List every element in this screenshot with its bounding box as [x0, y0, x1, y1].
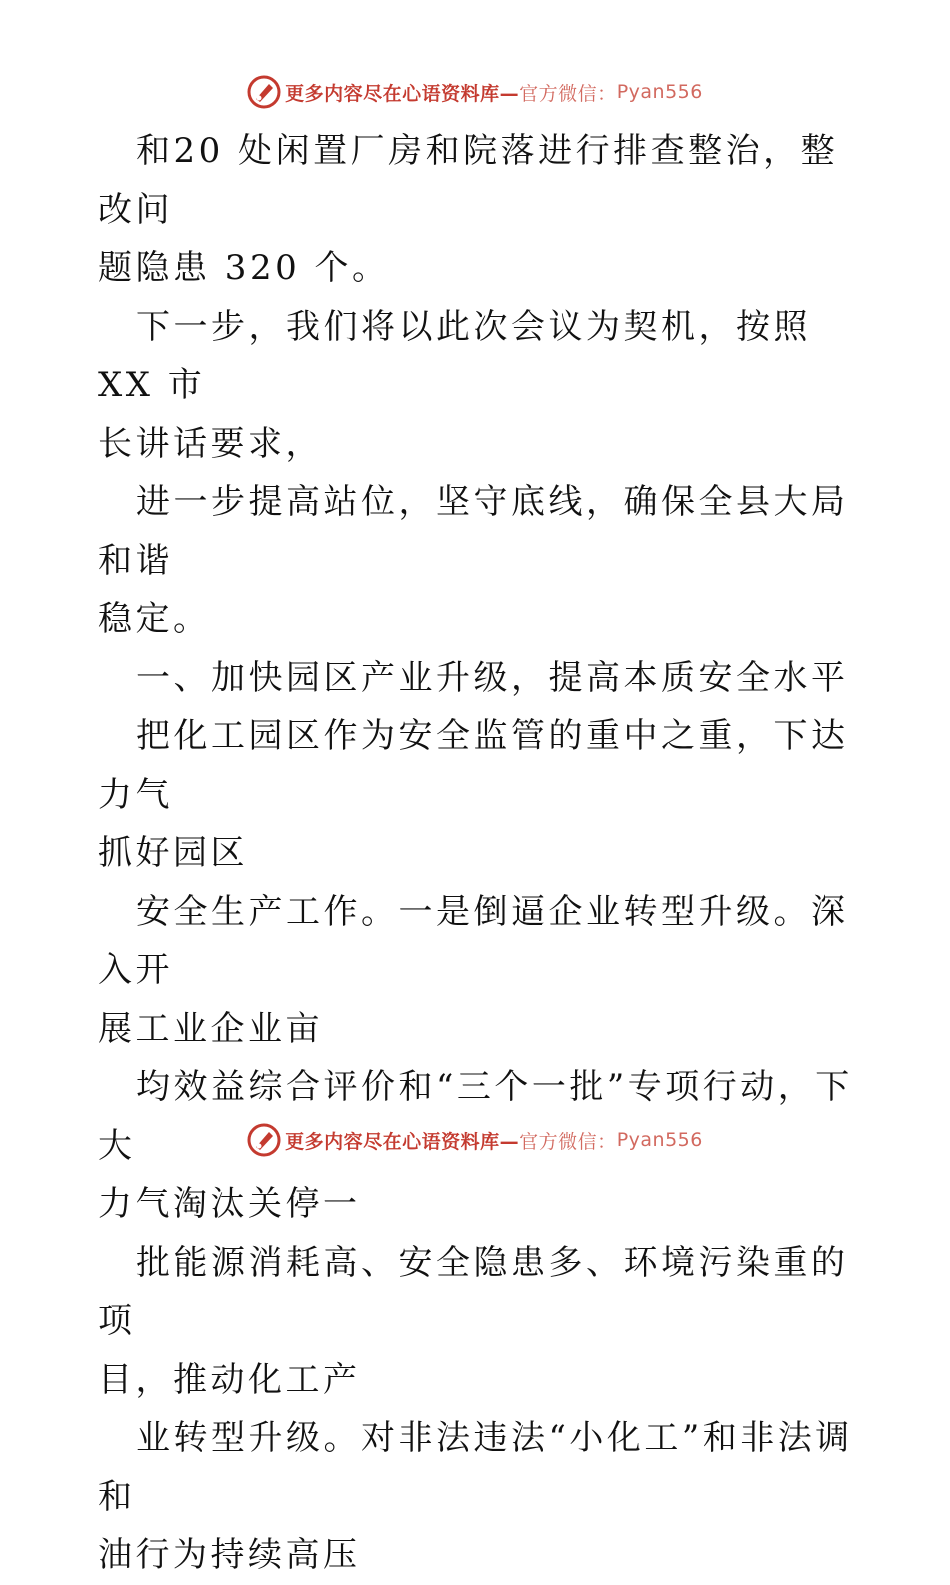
body-line-15: 目，推动化工产	[98, 1359, 361, 1400]
footer-watermark	[0, 1120, 950, 1160]
body-line-14: 批能源消耗高、安全隐患多、环境污染重的项	[98, 1242, 849, 1341]
body-line-1: 和20 处闲置厂房和院落进行排查整治，整改问	[98, 131, 839, 230]
body-line-6: 稳定。	[98, 599, 211, 639]
watermark-wechat-id: Pyan556	[616, 81, 703, 103]
watermark-wechat-label: 官方微信：	[519, 82, 617, 105]
body-line-13: 力气淘汰关停一	[98, 1184, 361, 1224]
watermark-wechat-label: 官方微信：	[519, 1130, 617, 1153]
section-heading: 一、加快园区产业升级，提高本质安全水平	[136, 657, 849, 698]
body-line-10: 安全生产工作。一是倒逼企业转型升级。深入开	[98, 891, 849, 990]
body-line-9: 抓好园区	[98, 833, 248, 873]
watermark-text: 更多内容尽在心语资料库—	[285, 82, 520, 105]
pen-logo-icon	[247, 75, 281, 109]
body-line-17: 油行为持续高压	[98, 1535, 361, 1575]
document-body	[98, 122, 858, 1585]
body-line-3: 下一步，我们将以此次会议为契机，按照 XX 市	[98, 306, 826, 405]
watermark-wechat-id: Pyan556	[616, 1129, 703, 1151]
body-line-8: 把化工园区作为安全监管的重中之重，下达力气	[98, 716, 849, 815]
body-line-11: 展工业企业亩	[98, 1008, 323, 1049]
watermark-text: 更多内容尽在心语资料库—	[285, 1130, 520, 1153]
body-line-2: 题隐患 320 个。	[98, 248, 390, 288]
body-line-12: 均效益综合评价和“三个一批”专项行动，下大	[98, 1067, 853, 1166]
pen-logo-icon	[247, 1123, 281, 1157]
body-line-16: 业转型升级。对非法违法“小化工”和非法调和	[98, 1418, 853, 1517]
body-line-4: 长讲话要求，	[98, 423, 323, 464]
header-watermark	[0, 72, 950, 112]
body-line-5: 进一步提高站位，坚守底线，确保全县大局和谐	[98, 482, 849, 581]
